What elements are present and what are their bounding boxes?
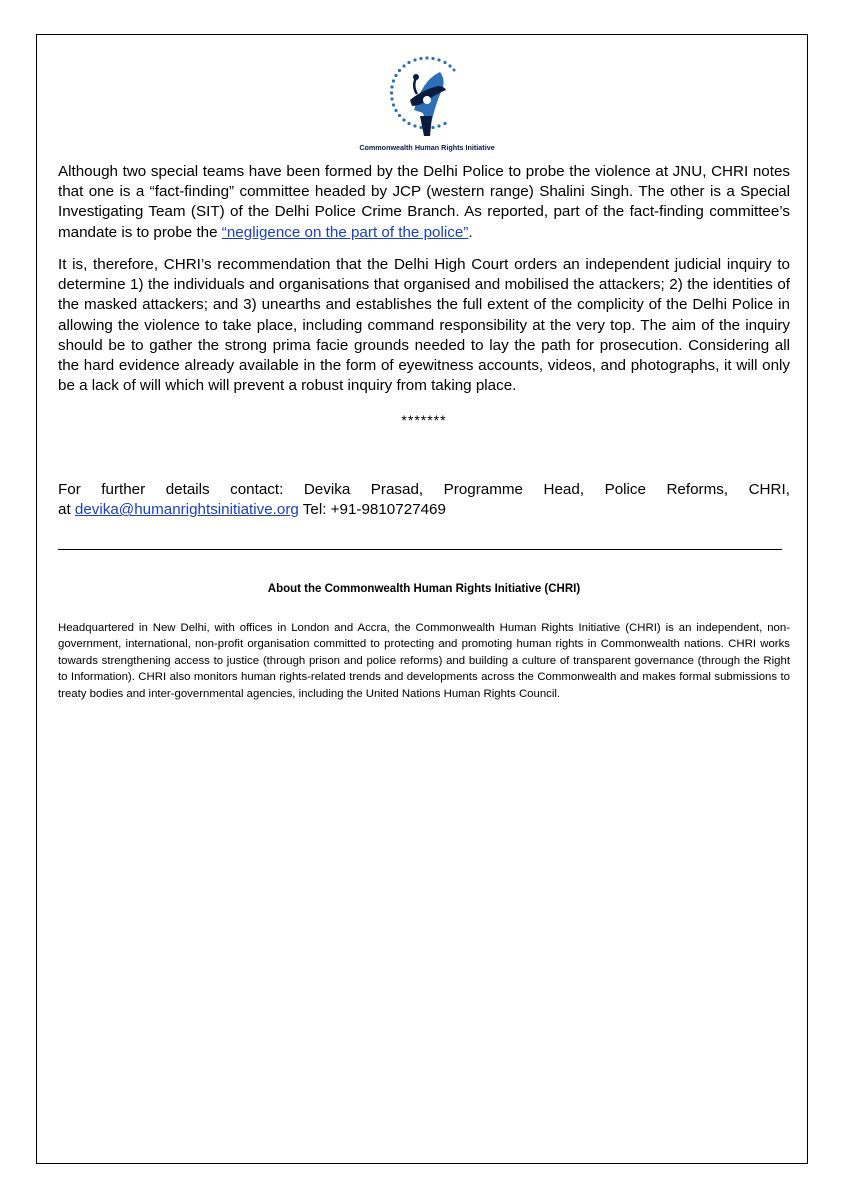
contact-word: Programme	[443, 481, 523, 498]
paragraph-investigation-teams	[58, 162, 790, 243]
chri-logo	[359, 50, 495, 160]
logo-caption: Commonwealth Human Rights Initiative	[359, 143, 495, 152]
contact-word: CHRI,	[748, 481, 790, 498]
paragraph-recommendation: It is, therefore, CHRI’s recommendation that the Delhi High Court orders an independent judicial inquiry to determine 1) the individuals and organisations that organised and mobilised the attackers; 2) the identities of the masked attackers; and 3) unearths and establishes the full extent of the complicity of the Delhi Police in allowing the violence to take place, including command responsibility at the very top. The aim of the inquiry should be to gather the strong prima facie grounds needed to lay the path for prosecution. Considering all the hard evidence already available in the form of eyewitness accounts, videos, and photographs, it will only be a lack of will which will prevent a robust inquiry from taking place.	[58, 256, 790, 395]
about-body: Headquartered in New Delhi, with offices in London and Accra, the Commonwealth Human Rights Initiative (CHRI) is an independent, non-government, international, non-profit organisation committed to protecting and promoting human rights in Commonwealth nations. CHRI works towards strengthening access to justice (through prison and police reforms) and building a culture of transparent governance (through the Right to Information). CHRI also monitors human rights-related trends and developments across the Commonwealth and makes formal submissions to treaty bodies and inter-governmental agencies, including the United Nations Human Rights Council.	[58, 622, 790, 700]
paragraph1-text: Although two special teams have been formed by the Delhi Police to probe the violence at JNU, CHRI notes that one is a “fact-finding” committee headed by JCP (western range) Shalini Singh. The other is a Special Investigating Team (SIT) of the Delhi Police Crime Branch. As reported, part of the fact-finding committee’s mandate is to probe the	[58, 163, 790, 241]
contact-word: For	[58, 481, 81, 498]
paragraph1-tail: .	[468, 223, 473, 241]
contact-word: contact:	[230, 481, 284, 498]
contact-word: Devika	[303, 481, 351, 498]
contact-word: Head,	[543, 481, 585, 498]
contact-word: details	[165, 481, 210, 498]
section-separator: *******	[401, 412, 447, 428]
contact-line	[58, 480, 790, 500]
chri-logo-icon	[359, 50, 495, 160]
telephone: Tel: +91-9810727469	[302, 501, 446, 519]
contact-word: Prasad,	[370, 481, 424, 498]
contact-word: Reforms,	[666, 481, 729, 498]
horizontal-rule	[58, 549, 782, 550]
contact-at: at	[58, 501, 71, 519]
contact-word: Police	[604, 481, 646, 498]
contact-line-2	[58, 500, 790, 520]
about-title: About the Commonwealth Human Rights Initiative (CHRI)	[267, 583, 581, 595]
contact-word: further	[101, 481, 146, 498]
negligence-link[interactable]: “negligence on the part of the police”	[221, 223, 469, 241]
email-link[interactable]: devika@humanrightsinitiative.org	[74, 501, 299, 519]
contact-details	[58, 480, 790, 520]
